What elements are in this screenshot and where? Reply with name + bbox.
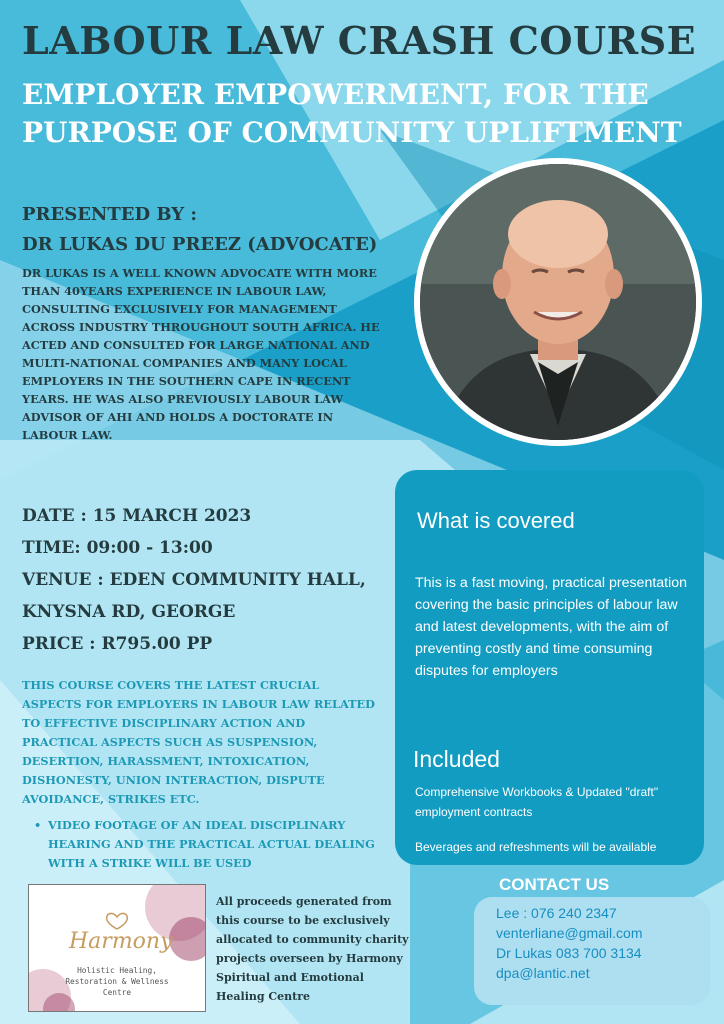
event-price: PRICE : R795.00 PP [22,634,213,654]
event-details [22,500,402,660]
event-time: TIME: 09:00 - 13:00 [22,538,213,558]
logo-tagline: Holistic Healing, Restoration & Wellness Centre [65,966,169,997]
course-description: THIS COURSE COVERS THE LATEST CRUCIAL ASPECTS FOR EMPLOYERS IN LABOUR LAW RELATED TO EFFECTIVE DISCIPLINARY ACTION AND PRACTICAL ASPECTS SUCH AS SUSPENSION, DESERTION, HARASSMENT, INTOXICATION, DISHONESTY, UNION INTERACTION, DISPUTE AVOIDANCE, STRIKES ETC. [22,678,375,806]
page-title: LABOUR LAW CRASH COURSE [22,18,697,63]
contact-email-1[interactable]: venterliane@gmail.com [496,925,643,941]
event-venue-line-2: KNYSNA RD, GEORGE [22,602,236,622]
included-text-2: Beverages and refreshments will be available [415,840,657,854]
presented-by-label: PRESENTED BY : [22,204,198,225]
presenter-portrait-illustration [420,164,696,440]
info-card [395,470,704,865]
contact-heading: CONTACT US [499,875,610,894]
contact-lukas-phone[interactable]: Dr Lukas 083 700 3134 [496,945,642,961]
event-date: DATE : 15 MARCH 2023 [22,506,252,526]
bullet-text: VIDEO FOOTAGE OF AN IDEAL DISCIPLINARY HEARING AND THE PRACTICAL ACTUAL DEALING WITH A STRIKE WILL BE USED [48,818,375,870]
presenter-name: DR LUKAS DU PREEZ (ADVOCATE) [22,234,378,255]
included-heading: Included [413,746,500,772]
course-bullet [22,816,382,873]
page-subtitle: EMPLOYER EMPOWERMENT, FOR THE PURPOSE OF COMMUNITY UPLIFTMENT [22,78,682,149]
contact-lee-phone[interactable]: Lee : 076 240 2347 [496,905,617,921]
contact-email-2[interactable]: dpa@lantic.net [496,965,590,981]
covered-text: This is a fast moving, practical presentation covering the basic principles of labour law and latest developments, with the aim of preventing costly and time consuming disputes for employers [415,575,688,679]
presenter-photo [414,158,702,446]
included-text: Comprehensive Workbooks & Updated "draft" employment contracts [415,785,659,819]
bullet-marker: • [34,818,42,832]
harmony-logo [28,884,206,1012]
logo-wordmark: Harmony [69,929,173,954]
covered-heading: What is covered [417,508,575,533]
contact-details [496,903,643,983]
proceeds-note: All proceeds generated from this course to be exclusively allocated to community charity projects overseen by Harmony Spiritual and Emotional Healing Centre [216,895,409,1003]
event-venue-line-1: VENUE : EDEN COMMUNITY HALL, [22,570,366,590]
presenter-bio: DR LUKAS IS A WELL KNOWN ADVOCATE WITH MORE THAN 40YEARS EXPERIENCE IN LABOUR LAW, CONSULTING EXCLUSIVELY FOR MANAGEMENT ACROSS INDUSTRY THROUGHOUT SOUTH AFRICA. HE ACTED AND CONSULTED FOR LARGE NATIONAL AND MULTI-NATIONAL COMPANIES AND MANY LOCAL EMPLOYERS IN THE SOUTHERN CAPE IN RECENT YEARS. HE WAS ALSO PREVIOUSLY LABOUR LAW ADVISOR OF AHI AND HOLDS A DOCTORATE IN LABOUR LAW. [22,266,380,442]
